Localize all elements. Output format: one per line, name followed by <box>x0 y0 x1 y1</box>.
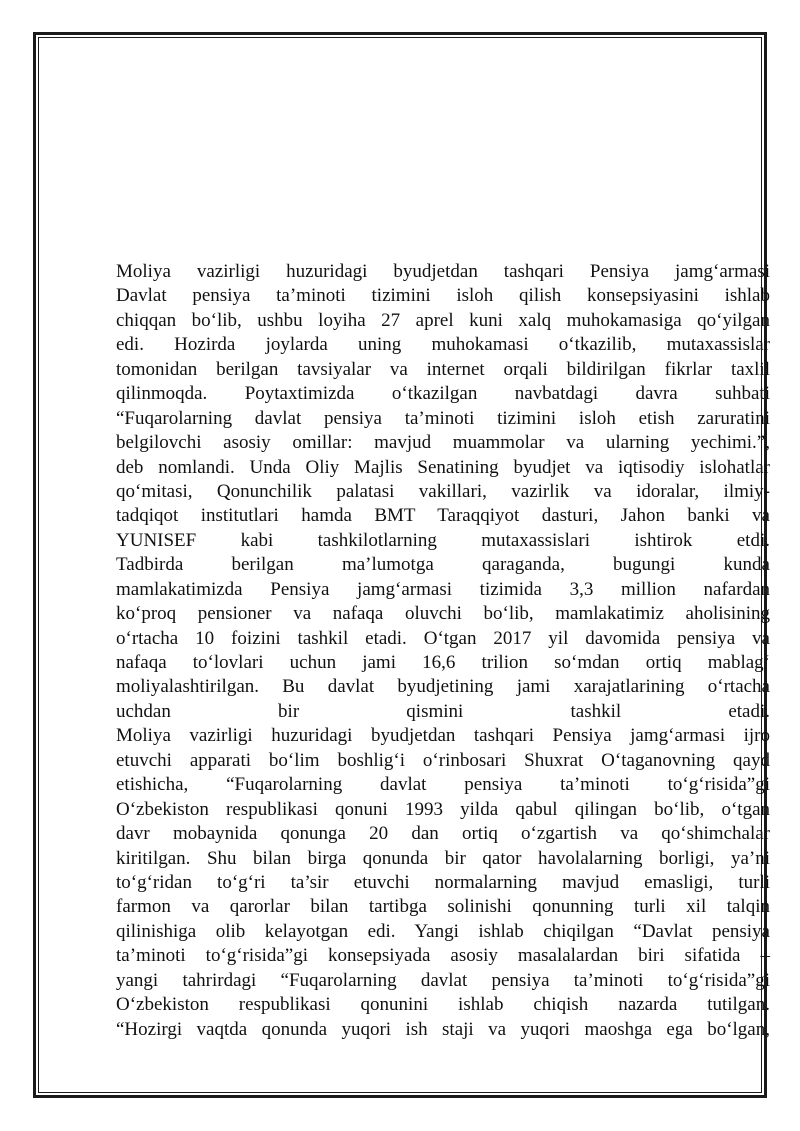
text-line: “Fuqarolarning davlat pensiya ta’minoti tizimini isloh etish zaruratini <box>116 407 770 429</box>
text-line: tomonidan berilgan tavsiyalar va internet orqali bildirilgan fikrlar taxlil <box>116 358 770 380</box>
text-line: Davlat pensiya ta’minoti tizimini isloh qilish konsepsiyasini ishlab <box>116 285 770 307</box>
text-line: qilinishiga olib kelayotgan edi. Yangi ishlab chiqilgan “Davlat pensiya <box>116 920 770 942</box>
text-line: kiritilgan. Shu bilan birga qonunda bir qator havolalarning borligi, ya’ni <box>116 847 770 869</box>
document-body-text <box>116 260 770 1042</box>
text-line: qo‘mitasi, Qonunchilik palatasi vakillari, vazirlik va idoralar, ilmiy- <box>116 480 770 502</box>
text-line: Moliya vazirligi huzuridagi byudjetdan tashqari Pensiya jamg‘armasi ijro <box>116 725 770 747</box>
text-line: etuvchi apparati bo‘lim boshlig‘i o‘rinbosari Shuxrat O‘taganovning qayd <box>116 749 770 771</box>
text-line: edi. Hozirda joylarda uning muhokamasi o‘tkazilib, mutaxassislar <box>116 334 770 356</box>
text-line: belgilovchi asosiy omillar: mavjud muammolar va ularning yechimi.”, <box>116 432 770 454</box>
text-line: O‘zbekiston respublikasi qonunini ishlab chiqish nazarda tutilgan. <box>116 994 770 1016</box>
text-line: qilinmoqda. Poytaxtimizda o‘tkazilgan navbatdagi davra suhbati <box>116 383 770 405</box>
text-line: farmon va qarorlar bilan tartibga solinishi qonunning turli xil talqin <box>116 896 770 918</box>
text-line: mamlakatimizda Pensiya jamg‘armasi tizimida 3,3 million nafardan <box>116 578 770 600</box>
text-line: uchdan bir qismini tashkil etadi. <box>116 700 770 722</box>
text-line: Tadbirda berilgan ma’lumotga qaraganda, bugungi kunda <box>116 554 770 576</box>
text-line: to‘g‘ridan to‘g‘ri ta’sir etuvchi normalarning mavjud emasligi, turli <box>116 871 770 893</box>
text-line: chiqqan bo‘lib, ushbu loyiha 27 aprel kuni xalq muhokamasiga qo‘yilgan <box>116 309 770 331</box>
text-line: YUNISEF kabi tashkilotlarning mutaxassislari ishtirok etdi. <box>116 529 770 551</box>
text-line: tadqiqot institutlari hamda BMT Taraqqiyot dasturi, Jahon banki va <box>116 505 770 527</box>
text-line: davr mobaynida qonunga 20 dan ortiq o‘zgartish va qo‘shimchalar <box>116 823 770 845</box>
text-line: o‘rtacha 10 foizini tashkil etadi. O‘tgan 2017 yil davomida pensiya va <box>116 627 770 649</box>
text-line: moliyalashtirilgan. Bu davlat byudjetining jami xarajatlarining o‘rtacha <box>116 676 770 698</box>
text-line: deb nomlandi. Unda Oliy Majlis Senatining byudjet va iqtisodiy islohatlar <box>116 456 770 478</box>
text-line: “Hozirgi vaqtda qonunda yuqori ish staji va yuqori maoshga ega bo‘lgan, <box>116 1018 770 1040</box>
text-line: ta’minoti to‘g‘risida”gi konsepsiyada asosiy masalalardan biri sifatida – <box>116 945 770 967</box>
text-line: nafaqa to‘lovlari uchun jami 16,6 trilion so‘mdan ortiq mablag‘ <box>116 652 770 673</box>
text-line: Moliya vazirligi huzuridagi byudjetdan tashqari Pensiya jamg‘armasi <box>116 261 770 282</box>
text-line: O‘zbekiston respublikasi qonuni 1993 yilda qabul qilingan bo‘lib, o‘tgan <box>116 798 770 820</box>
text-line: yangi tahrirdagi “Fuqarolarning davlat pensiya ta’minoti to‘g‘risida”gi <box>116 969 770 991</box>
text-line: etishicha, “Fuqarolarning davlat pensiya ta’minoti to‘g‘risida”gi <box>116 774 770 796</box>
text-line: ko‘proq pensioner va nafaqa oluvchi bo‘lib, mamlakatimiz aholisining <box>116 603 770 625</box>
